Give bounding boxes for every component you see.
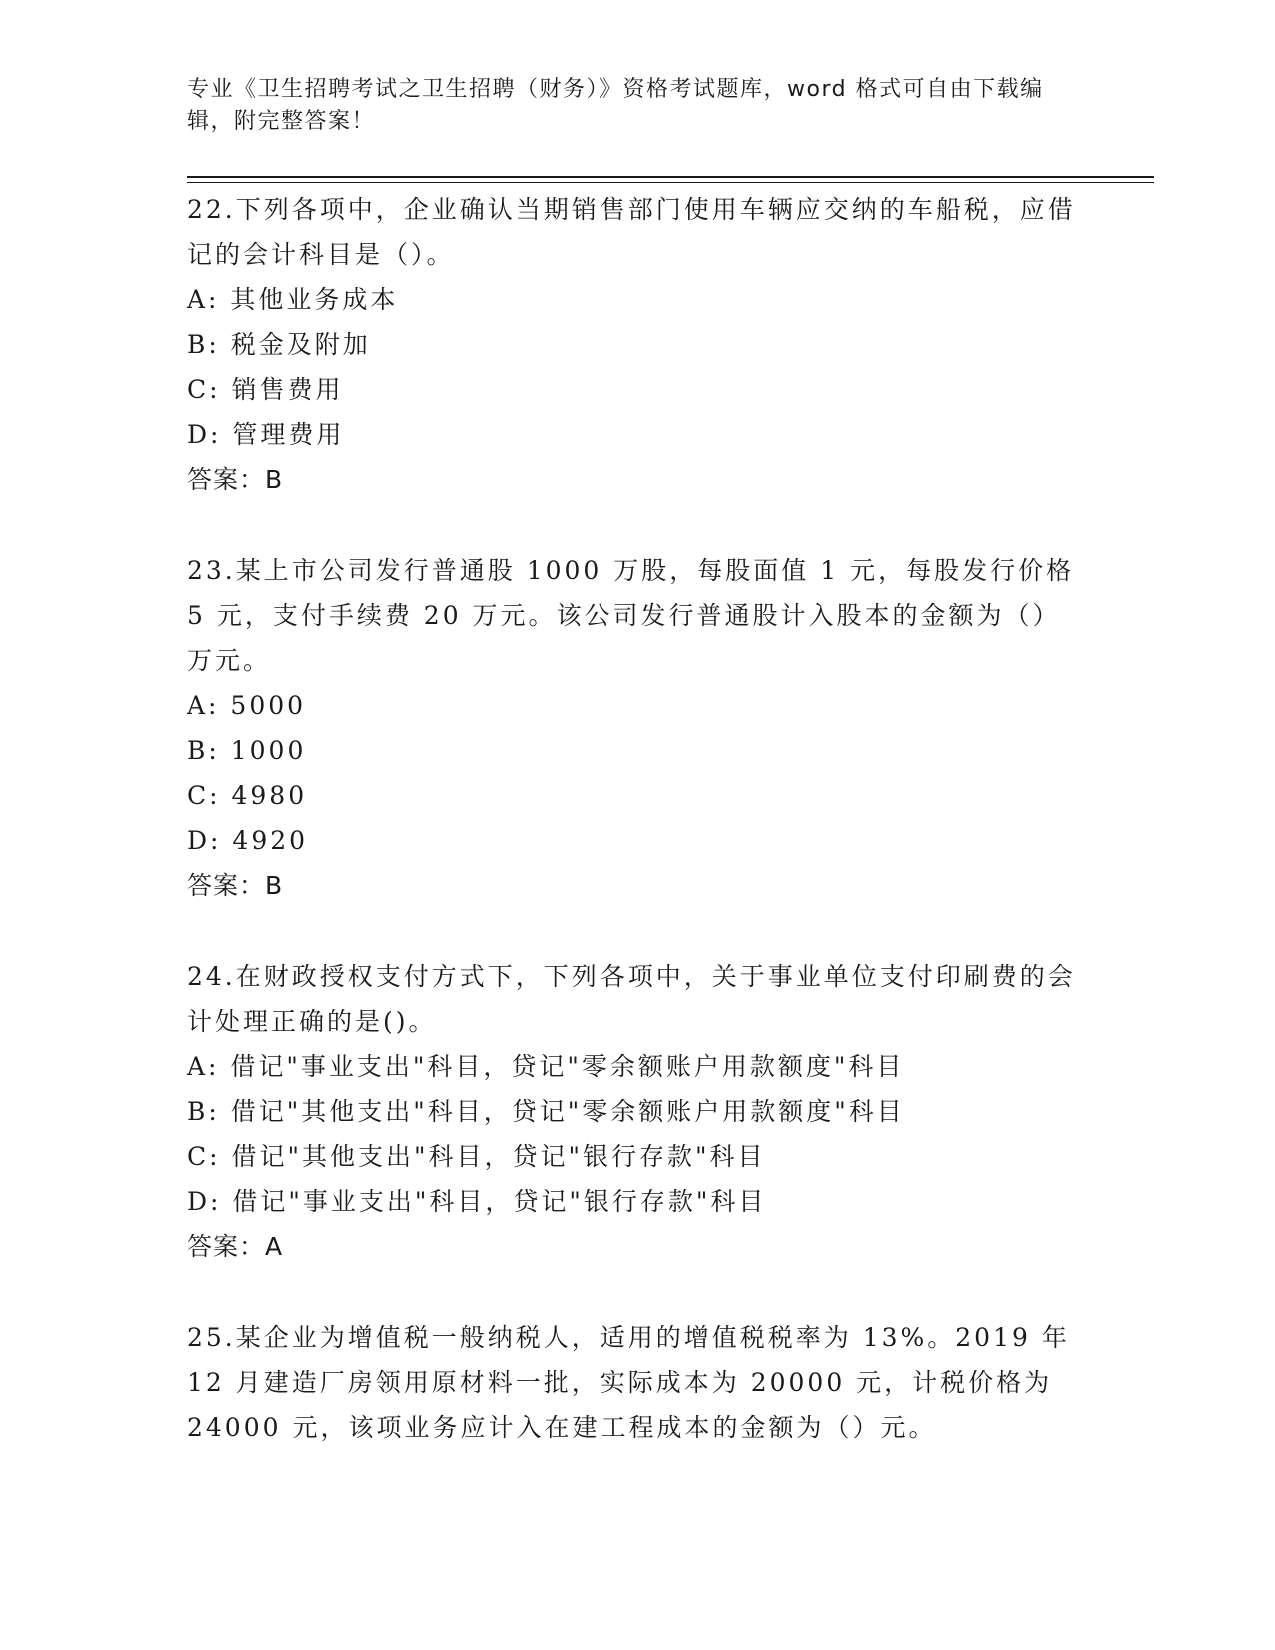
question-stem: 22.下列各项中，企业确认当期销售部门使用车辆应交纳的车船税，应借记的会计科目是（）。 (187, 195, 1076, 269)
option-b: B: 借记"其他支出"科目，贷记"零余额账户用款额度"科目 (187, 1097, 905, 1126)
question-spacer (187, 1269, 1087, 1315)
option-c: C: 销售费用 (187, 375, 344, 404)
option-a: A: 借记"事业支出"科目，贷记"零余额账户用款额度"科目 (187, 1052, 905, 1081)
option-d: D: 借记"事业支出"科目，贷记"银行存款"科目 (187, 1187, 767, 1216)
question-22 (187, 187, 1087, 502)
option-b: B: 税金及附加 (187, 330, 371, 359)
option-b: B: 1000 (187, 736, 307, 765)
option-c: C: 4980 (187, 781, 308, 810)
question-list (187, 187, 1087, 1450)
option-a: A: 其他业务成本 (187, 285, 399, 314)
header-divider-thick (187, 176, 1154, 178)
answer-line: 答案：B (187, 871, 284, 900)
page-header: 专业《卫生招聘考试之卫生招聘（财务）》资格考试题库，word 格式可自由下载编辑，附完整答案！ (187, 77, 1044, 134)
question-stem: 23.某上市公司发行普通股 1000 万股，每股面值 1 元，每股发行价格 5 元，支付手续费 20 万元。该公司发行普通股计入股本的金额为（）万元。 (187, 556, 1075, 675)
option-d: D: 4920 (187, 826, 309, 855)
question-25 (187, 1315, 1087, 1450)
option-d: D: 管理费用 (187, 420, 345, 449)
answer-line: 答案：A (187, 1232, 284, 1261)
header-divider-thin (187, 182, 1154, 183)
question-24 (187, 954, 1087, 1269)
question-spacer (187, 502, 1087, 548)
question-spacer (187, 908, 1087, 954)
option-c: C: 借记"其他支出"科目，贷记"银行存款"科目 (187, 1142, 766, 1171)
question-23 (187, 548, 1087, 908)
question-stem: 25.某企业为增值税一般纳税人，适用的增值税税率为 13%。2019 年 12 月建造厂房领用原材料一批，实际成本为 20000 元，计税价格为 24000 元，该项业务应计入在建工程成本的金额为（）元。 (187, 1323, 1070, 1442)
answer-line: 答案：B (187, 465, 284, 494)
question-stem: 24.在财政授权支付方式下，下列各项中，关于事业单位支付印刷费的会计处理正确的是()。 (187, 962, 1076, 1036)
option-a: A: 5000 (187, 691, 307, 720)
